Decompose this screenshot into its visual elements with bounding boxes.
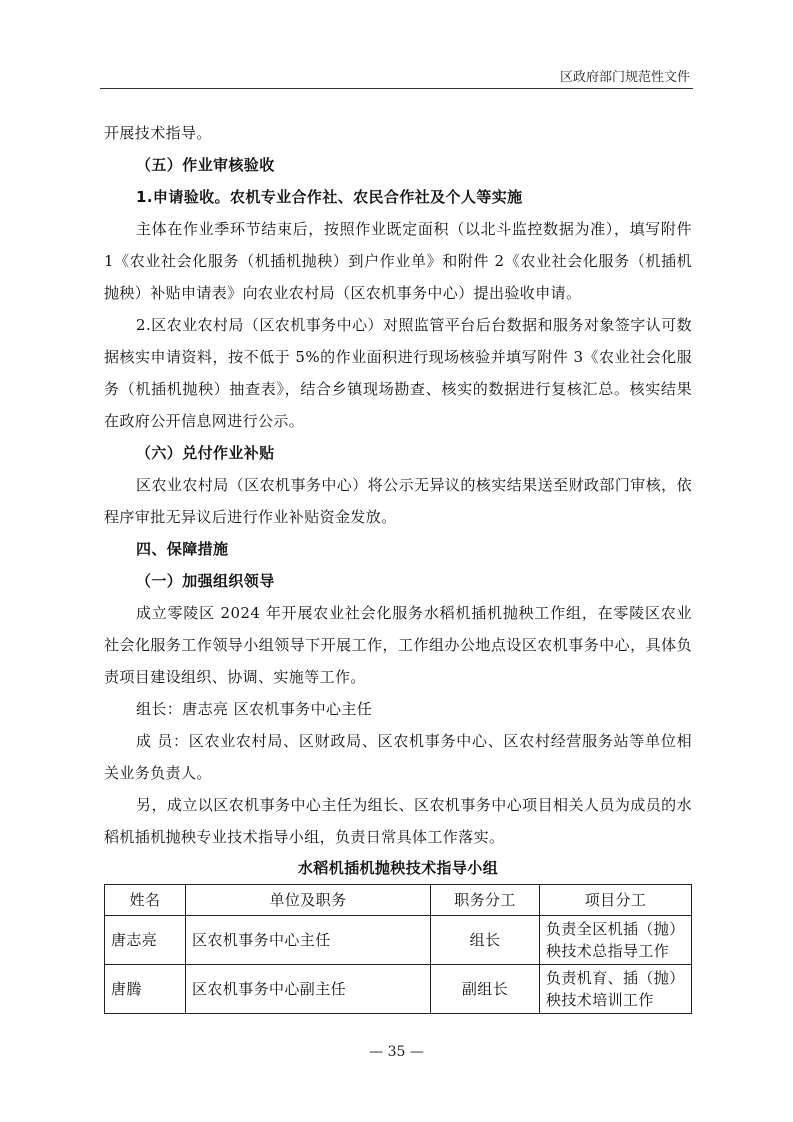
chapter-heading: 四、保障措施 xyxy=(136,540,229,558)
document-body xyxy=(104,117,692,1014)
table-row xyxy=(105,916,692,965)
section-heading: （六）兑付作业补贴 xyxy=(136,444,275,462)
section-heading: （五）作业审核验收 xyxy=(136,156,275,174)
cell-role: 副组长 xyxy=(431,965,540,1014)
paragraph: 区农业农村局（区农机事务中心）将公示无异议的核实结果送至财政部门审核，依程序审批无异议后进行作业补贴资金发放。 xyxy=(104,476,692,526)
header-divider xyxy=(100,88,693,89)
paragraph: 主体在作业季环节结束后，按照作业既定面积（以北斗监控数据为准），填写附件 1《农业社会化服务（机插机抛秧）到户作业单》和附件 2《农业社会化服务（机插机抛秧）补贴申请表》向农业农村局（区农机事务中心）提出验收申请。 xyxy=(104,220,692,302)
paragraph: 开展技术指导。 xyxy=(104,124,212,142)
header-name: 姓名 xyxy=(105,885,186,916)
cell-task: 负责全区机插（抛）秧技术总指导工作 xyxy=(540,916,692,965)
page-number: — 35 — xyxy=(369,1044,424,1060)
cell-unit: 区农机事务中心主任 xyxy=(186,916,431,965)
header-role: 职务分工 xyxy=(431,885,540,916)
paragraph: 组长：唐志亮 区农机事务中心主任 xyxy=(136,700,373,718)
section-heading: （一）加强组织领导 xyxy=(136,572,275,590)
cell-unit: 区农机事务中心副主任 xyxy=(186,965,431,1014)
table-row xyxy=(105,965,692,1014)
subsection-heading: 1.申请验收。农机专业合作社、农民合作社及个人等实施 xyxy=(136,188,523,206)
cell-name: 唐腾 xyxy=(105,965,186,1014)
cell-role: 组长 xyxy=(431,916,540,965)
header-task: 项目分工 xyxy=(540,885,692,916)
paragraph: 成 员：区农业农村局、区财政局、区农机事务中心、区农村经营服务站等单位相关业务负责人。 xyxy=(104,732,692,782)
header-unit: 单位及职务 xyxy=(186,885,431,916)
running-header: 区政府部门规范性文件 xyxy=(559,70,690,85)
table-title: 水稻机插机抛秧技术指导小组 xyxy=(297,859,499,877)
cell-name: 唐志亮 xyxy=(105,916,186,965)
paragraph: 另，成立以区农机事务中心主任为组长、区农机事务中心项目相关人员为成员的水稻机插机抛秧专业技术指导小组，负责日常具体工作落实。 xyxy=(104,796,692,846)
table-header-row xyxy=(105,885,692,916)
cell-task: 负责机育、插（抛）秧技术培训工作 xyxy=(540,965,692,1014)
paragraph: 2.区农业农村局（区农机事务中心）对照监管平台后台数据和服务对象签字认可数据核实申请资料，按不低于 5%的作业面积进行现场核验并填写附件 3《农业社会化服务（机插机抛秧）抽查表》，结合乡镇现场勘查、核实的数据进行复核汇总。核实结果在政府公开信息网进行公示。 xyxy=(104,316,692,430)
paragraph: 成立零陵区 2024 年开展农业社会化服务水稻机插机抛秧工作组，在零陵区农业社会化服务工作领导小组领导下开展工作，工作组办公地点设区农机事务中心，具体负责项目建设组织、协调、实施等工作。 xyxy=(104,604,692,686)
guidance-team-table xyxy=(104,884,692,1014)
